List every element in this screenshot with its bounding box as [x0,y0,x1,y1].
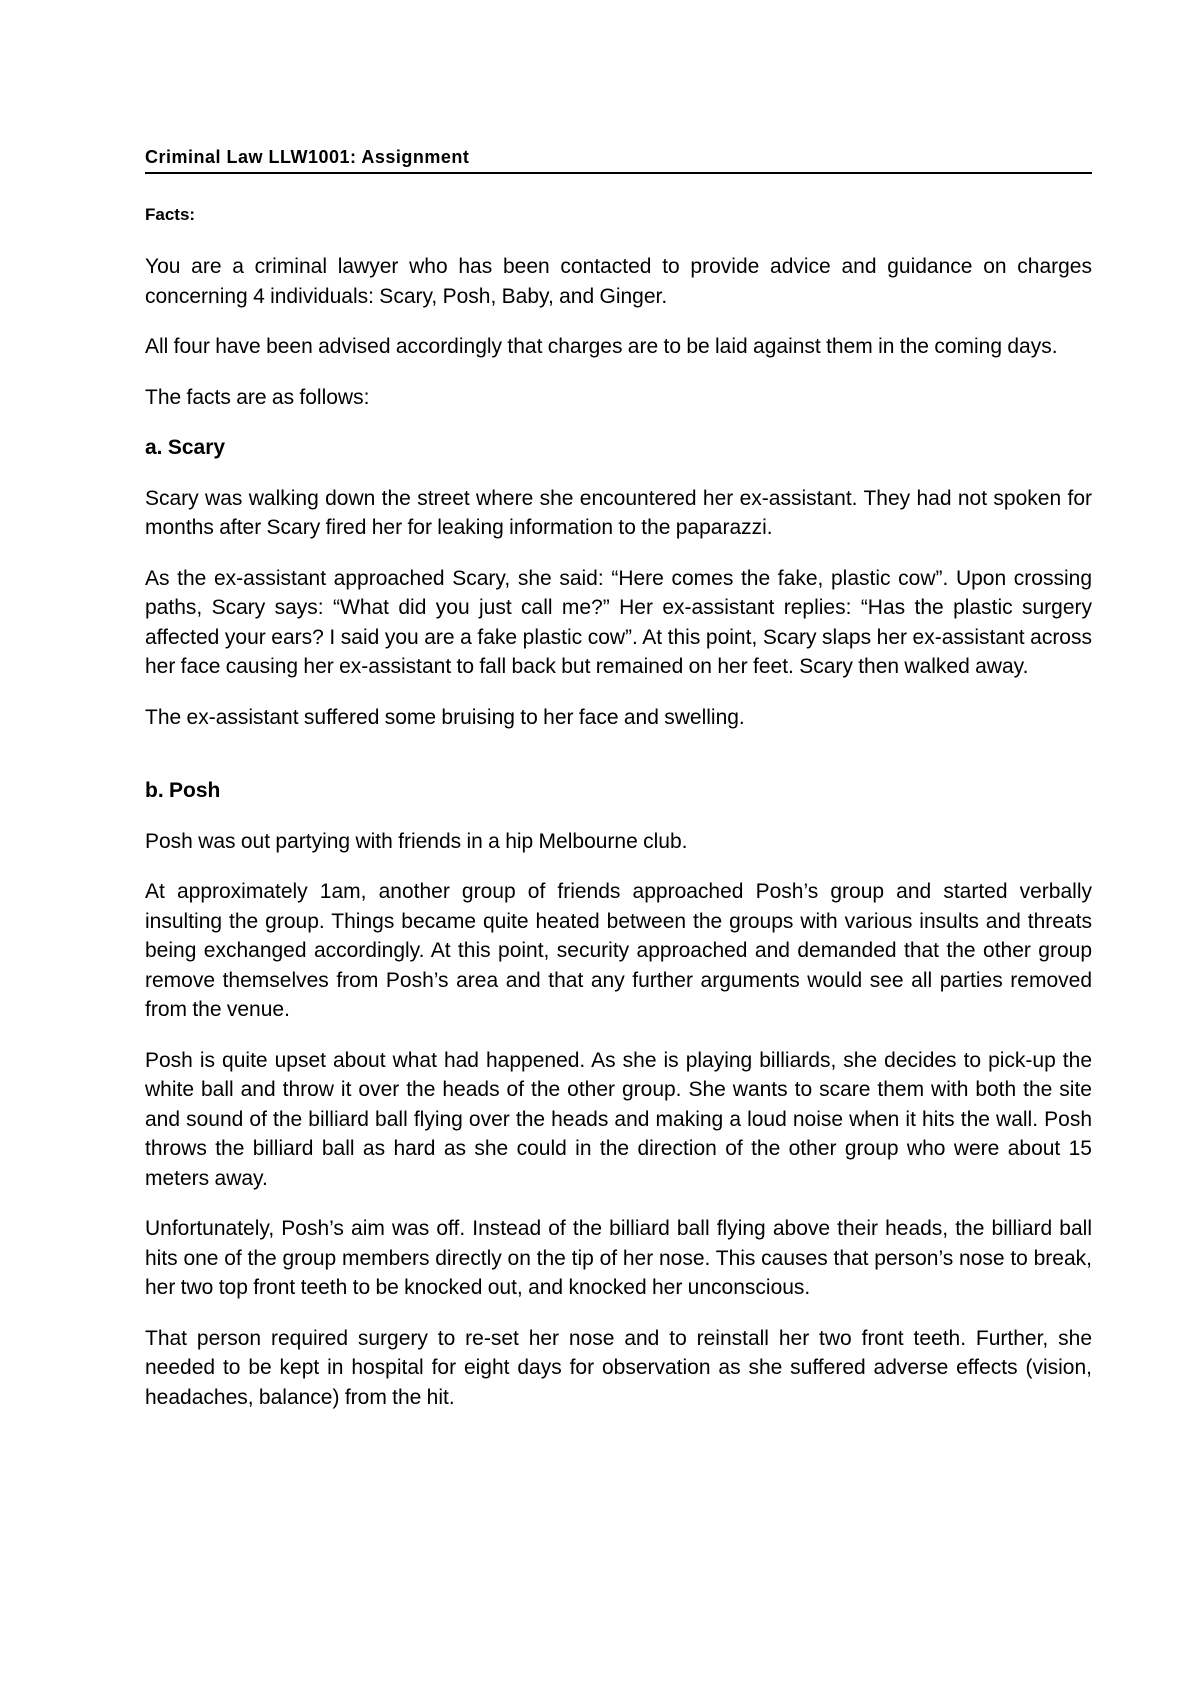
document-page [145,0,1092,1698]
scary-paragraph-1: Scary was walking down the street where she encountered her ex-assistant. They had not spoken for months after Scary fired her for leaking information to the paparazzi. [145,486,1092,539]
facts-label: Facts: [145,205,196,224]
document-header: Criminal Law LLW1001: Assignment [145,146,1092,174]
intro-paragraph-3: The facts are as follows: [145,385,370,409]
intro-paragraph-2: All four have been advised accordingly that charges are to be laid against them in the coming days. [145,335,1058,358]
intro-paragraph-1: You are a criminal lawyer who has been contacted to provide advice and guidance on charges concerning 4 individuals: Scary, Posh, Baby, and Ginger. [145,255,1092,308]
section-heading-scary: a. Scary [145,436,226,459]
posh-paragraph-4: Unfortunately, Posh’s aim was off. Instead of the billiard ball flying above their heads, the billiard ball hits one of the group members directly on the tip of her nose. This causes that person’s nose to break, her two top front teeth to be knocked out, and knocked her unconscious. [145,1217,1092,1299]
section-heading-posh: b. Posh [145,779,221,802]
posh-paragraph-2: At approximately 1am, another group of friends approached Posh’s group and started verbally insulting the group. Things became quite heated between the groups with various insults and threats being exchanged accordingly. At this point, security approached and demanded that the other group remove themselves from Posh’s area and that any further arguments would see all parties removed from the venue. [145,880,1092,1021]
document-body [145,252,1092,1412]
posh-paragraph-5: That person required surgery to re-set her nose and to reinstall her two front teeth. Further, she needed to be kept in hospital for eight days for observation as she suffered adverse effects (vision, headaches, balance) from the hit. [145,1326,1092,1409]
scary-paragraph-3: The ex-assistant suffered some bruising to her face and swelling. [145,705,745,729]
posh-paragraph-1: Posh was out partying with friends in a hip Melbourne club. [145,829,688,853]
scary-paragraph-2: As the ex-assistant approached Scary, she said: “Here comes the fake, plastic cow”. Upon crossing paths, Scary says: “What did you just call me?” Her ex-assistant replies: “Has the plastic surgery affected your ears? I said you are a fake plastic cow”. At this point, Scary slaps her ex-assistant across her face causing her ex-assistant to fall back but remained on her feet. Scary then walked away. [145,566,1092,678]
posh-paragraph-3: Posh is quite upset about what had happened. As she is playing billiards, she decides to pick-up the white ball and throw it over the heads of the other group. She wants to scare them with both the site and sound of the billiard ball flying over the heads and making a loud noise when it hits the wall. Posh throws the billiard ball as hard as she could in the direction of the other group who were about 15 meters away. [145,1048,1092,1190]
